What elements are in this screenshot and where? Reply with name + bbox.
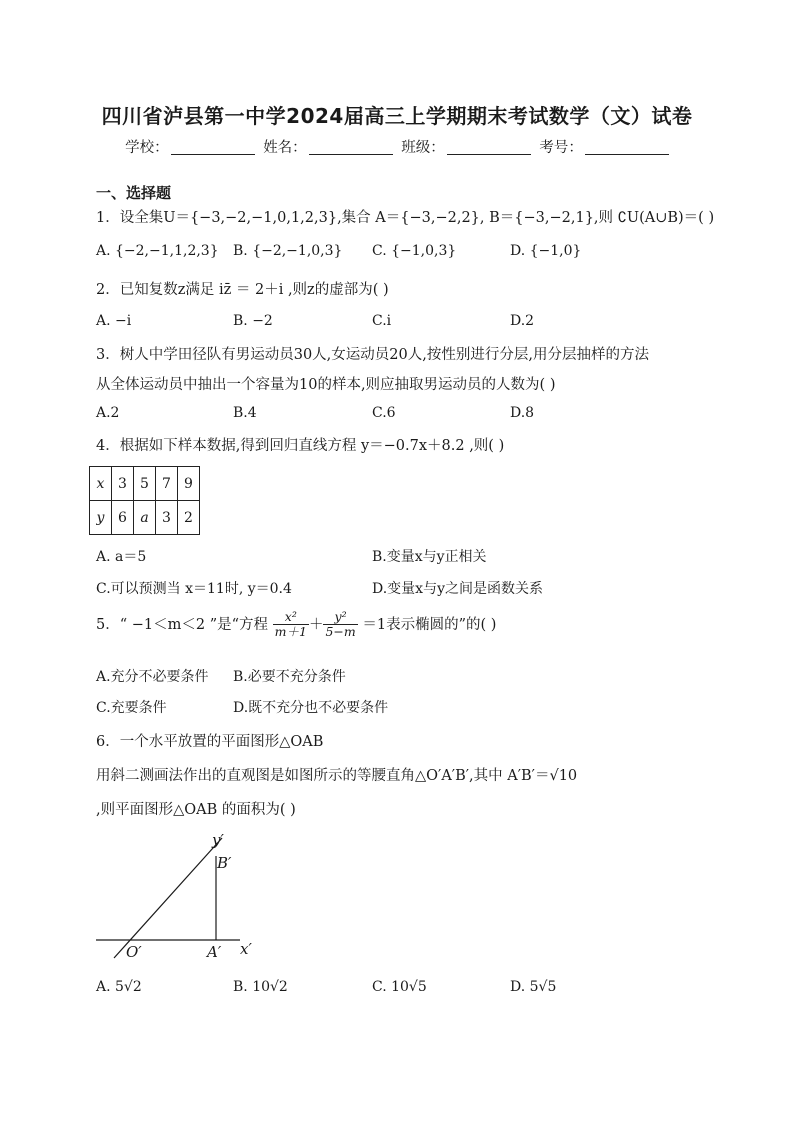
class-label: 班级： (401, 140, 445, 156)
fraction-y-denominator: 5−m (325, 624, 356, 640)
question-2-text: 2．已知复数z满足 iz̄ ＝ 2＋i ,则z的虚部为( ) (96, 282, 389, 298)
q2-option-d: D.2 (510, 313, 535, 329)
q2-option-b: B. −2 (233, 313, 273, 329)
q2-option-a: A. −i (96, 313, 132, 329)
question-6-line-1: 6．一个水平放置的平面图形△OAB (96, 734, 324, 750)
q5-option-b: B.必要不充分条件 (233, 669, 346, 685)
table-cell: a (134, 501, 156, 535)
student-info-row (0, 136, 794, 157)
table-cell: y (90, 501, 112, 535)
q3-option-b: B.4 (233, 405, 257, 421)
q3-option-a: A.2 (96, 405, 120, 421)
q5-option-d: D.既不充分也不必要条件 (233, 700, 389, 716)
q6-option-b: B. 10√2 (233, 979, 288, 995)
table-cell: 9 (178, 467, 200, 501)
table-cell: 7 (156, 467, 178, 501)
q4-option-b: B.变量x与y正相关 (372, 549, 487, 565)
fraction-y-numerator: y² (323, 610, 357, 625)
table-row (90, 467, 200, 501)
exam-title: 四川省泸县第一中学2024届高三上学期期末考试数学（文）试卷 (101, 104, 693, 128)
q5-suffix: ＝1表示椭圆的”的( ) (362, 616, 497, 633)
q1-option-c: C. {−1,0,3} (372, 243, 457, 259)
label-o-prime: O′ (126, 943, 142, 961)
school-label: 学校： (125, 140, 169, 156)
sample-data-table (89, 466, 200, 535)
q6-option-c: C. 10√5 (372, 979, 427, 995)
q6-option-a: A. 5√2 (96, 979, 142, 995)
q3-option-d: D.8 (510, 405, 535, 421)
fraction-x-denominator: m＋1 (274, 624, 307, 640)
q4-option-a: A. a＝5 (96, 549, 147, 565)
table-cell: 3 (156, 501, 178, 535)
name-label: 姓名： (263, 140, 307, 156)
q5-option-a: A.充分不必要条件 (96, 669, 209, 685)
q6-option-d: D. 5√5 (510, 979, 557, 995)
q1-option-b: B. {−2,−1,0,3} (233, 243, 343, 259)
plus-sign: ＋ (308, 616, 324, 633)
q3-option-c: C.6 (372, 405, 396, 421)
q5-option-c: C.充要条件 (96, 700, 167, 716)
label-y-prime: y′ (212, 831, 224, 849)
q1-option-a: A. {−2,−1,1,2,3} (96, 243, 219, 259)
question-6-line-3: ,则平面图形△OAB 的面积为( ) (96, 802, 296, 818)
number-label: 考号： (539, 140, 583, 156)
q4-option-d: D.变量x与y之间是函数关系 (372, 581, 543, 597)
table-cell: 2 (178, 501, 200, 535)
q4-option-c: C.可以预测当 x＝11时, y＝0.4 (96, 581, 292, 597)
number-blank (585, 140, 669, 155)
question-6-line-2: 用斜二测画法作出的直观图是如图所示的等腰直角△O′A′B′,其中 A′B′＝√10 (96, 768, 578, 784)
name-blank (309, 140, 393, 155)
class-blank (447, 140, 531, 155)
table-cell: 3 (112, 467, 134, 501)
table-row (90, 501, 200, 535)
section-heading: 一、选择题 (96, 184, 172, 202)
oblique-projection-figure (90, 828, 270, 966)
q5-prefix: 5．“ −1＜m＜2 ”是“方程 (96, 616, 269, 633)
question-5-text (96, 610, 496, 640)
table-cell: 5 (134, 467, 156, 501)
question-3-line-2: 从全体运动员中抽出一个容量为10的样本,则应抽取男运动员的人数为( ) (96, 377, 556, 393)
label-x-prime: x′ (240, 940, 252, 958)
question-4-text: 4．根据如下样本数据,得到回归直线方程 y＝−0.7x＋8.2 ,则( ) (96, 438, 505, 454)
q2-option-c: C.i (372, 313, 392, 329)
question-1-text: 1．设全集U＝{−3,−2,−1,0,1,2,3},集合 A＝{−3,−2,2}, B＝{−3,−2,1},则 ∁U(A∪B)＝( ) (96, 210, 715, 226)
label-b-prime: B′ (217, 854, 232, 872)
q1-option-d: D. {−1,0} (510, 243, 582, 259)
question-3-line-1: 3．树人中学田径队有男运动员30人,女运动员20人,按性别进行分层,用分层抽样的方法 (96, 347, 649, 363)
table-cell: 6 (112, 501, 134, 535)
label-a-prime: A′ (207, 943, 222, 961)
table-cell: x (90, 467, 112, 501)
fraction-x (273, 610, 309, 640)
fraction-x-numerator: x² (273, 610, 309, 625)
fraction-y (323, 610, 357, 640)
school-blank (171, 140, 255, 155)
